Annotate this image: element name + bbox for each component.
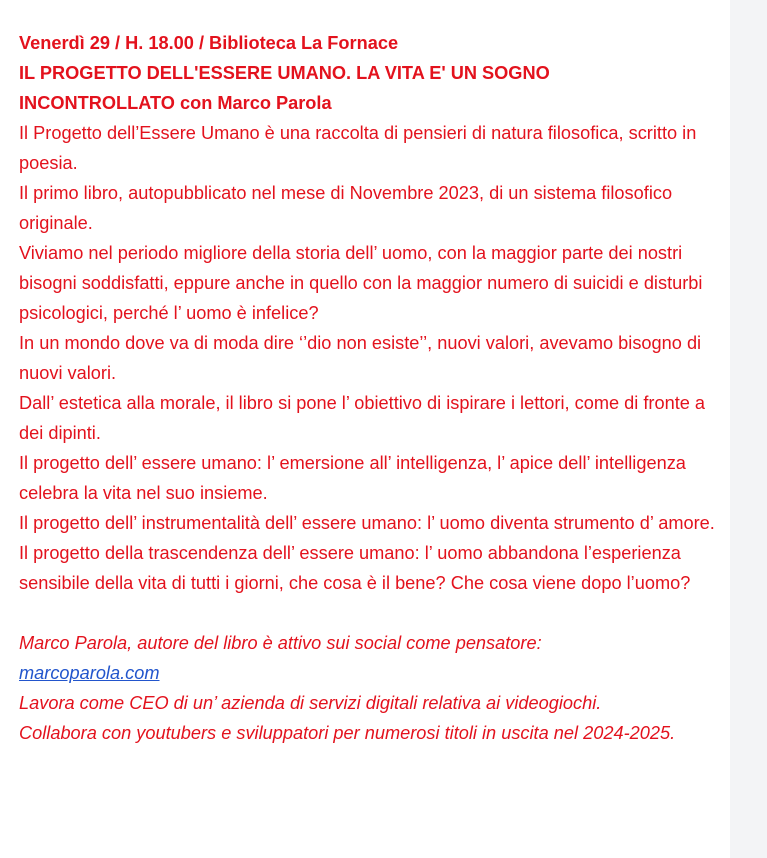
description-paragraph: Il Progetto dell’Essere Umano è una raccolta di pensieri di natura filosofica, scritto in poesia. [19,123,697,173]
description-paragraph: Dall’ estetica alla morale, il libro si pone l’ obiettivo di ispirare i lettori, come di fronte a dei dipinti. [19,393,706,443]
description-paragraph: Il primo libro, autopubblicato nel mese di Novembre 2023, di un sistema filosofico originale. [19,183,673,233]
description-paragraph: Il progetto dell’ instrumentalità dell’ essere umano: l’ uomo diventa strumento d’ amore. [19,513,715,533]
right-scroll-gutter [730,0,767,858]
author-job: Lavora come CEO di un’ azienda di servizi digitali relativa ai videogiochi. [19,693,602,713]
event-article [19,28,719,748]
event-title-line-1: IL PROGETTO DELL'ESSERE UMANO. LA VITA E' UN SOGNO [19,63,550,83]
description-paragraph: Il progetto dell’ essere umano: l’ emersione all’ intelligenza, l’ apice dell’ intelligenza celebra la vita nel suo insieme. [19,453,686,503]
author-collaborations: Collabora con youtubers e sviluppatori per numerosi titoli in uscita nel 2024-2025. [19,723,676,743]
author-link-line [19,658,719,688]
event-header: Venerdì 29 / H. 18.00 / Biblioteca La Fornace [19,33,399,53]
event-title-line-2: INCONTROLLATO con Marco Parola [19,93,332,113]
paragraph-spacer [19,598,719,628]
description-paragraph: Viviamo nel periodo migliore della storia dell’ uomo, con la maggior parte dei nostri bisogni soddisfatti, eppure anche in quello con la maggior numero di suicidi e disturbi psicologici, perché l’ uomo è infelice? [19,243,703,323]
description-paragraph: Il progetto della trascendenza dell’ essere umano: l’ uomo abbandona l’esperienza sensibile della vita di tutti i giorni, che cosa è il bene? Che cosa viene dopo l’uomo? [19,543,691,593]
author-website-link[interactable]: marcoparola.com [19,663,160,683]
description-paragraph: In un mondo dove va di moda dire ‘’dio non esiste’’, nuovi valori, avevamo bisogno di nuovi valori. [19,333,702,383]
author-intro: Marco Parola, autore del libro è attivo sui social come pensatore: [19,633,542,653]
